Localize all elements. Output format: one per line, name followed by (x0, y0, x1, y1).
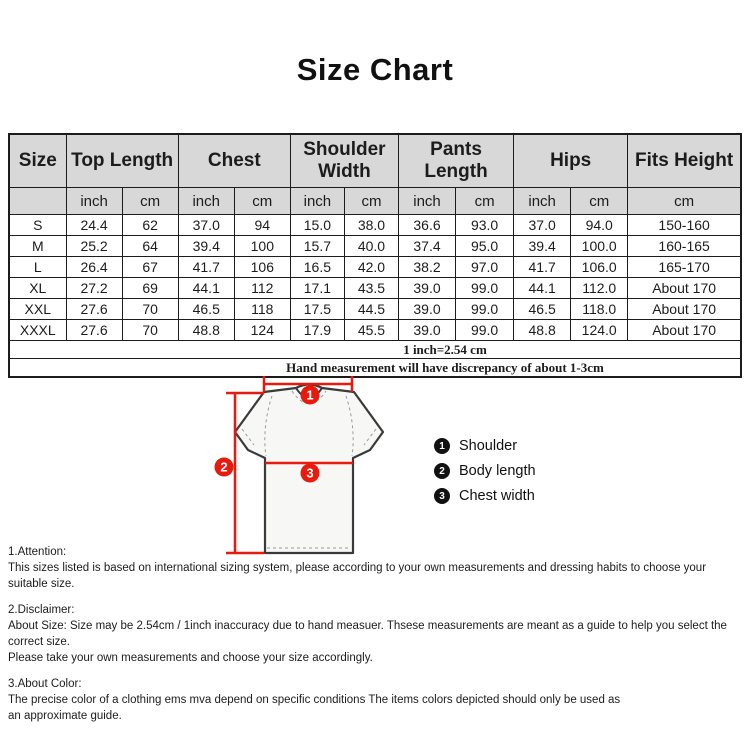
value-cell: 37.0 (514, 215, 571, 236)
size-cell: S (9, 215, 66, 236)
table-row (9, 278, 741, 299)
value-cell: 106.0 (571, 257, 628, 278)
marker-2 (215, 458, 234, 477)
legend-label: Body length (459, 463, 536, 479)
size-cell: M (9, 236, 66, 257)
size-cell: XXXL (9, 320, 66, 341)
note-block (8, 602, 746, 666)
footnote-row (9, 341, 741, 359)
value-cell: 124.0 (571, 320, 628, 341)
value-cell: 44.1 (514, 278, 571, 299)
value-cell: 44.5 (344, 299, 398, 320)
value-cell: 27.2 (66, 278, 122, 299)
value-cell: About 170 (628, 320, 741, 341)
value-cell: 70 (122, 299, 178, 320)
unit-cell: cm (628, 188, 741, 215)
value-cell: 62 (122, 215, 178, 236)
value-cell: 42.0 (344, 257, 398, 278)
value-cell: 15.7 (290, 236, 344, 257)
note-block (8, 544, 746, 592)
table-header-row (9, 134, 741, 188)
value-cell: 99.0 (456, 278, 514, 299)
size-table-body (9, 215, 741, 341)
unit-cell: cm (122, 188, 178, 215)
col-header-top-length: Top Length (66, 134, 178, 188)
value-cell: 100.0 (571, 236, 628, 257)
value-cell: 99.0 (456, 320, 514, 341)
value-cell: 106 (234, 257, 290, 278)
svg-text:2: 2 (220, 459, 228, 475)
col-header-pants-length: Pants Length (398, 134, 513, 188)
value-cell: 26.4 (66, 257, 122, 278)
value-cell: 124 (234, 320, 290, 341)
unit-cell: inch (514, 188, 571, 215)
unit-cell: cm (456, 188, 514, 215)
value-cell: 48.8 (514, 320, 571, 341)
value-cell: 38.2 (398, 257, 455, 278)
diagram-legend (434, 438, 536, 504)
size-table (8, 133, 742, 378)
value-cell: 46.5 (178, 299, 234, 320)
value-cell: 37.4 (398, 236, 455, 257)
value-cell: 25.2 (66, 236, 122, 257)
legend-bullet-2: 2 (434, 463, 450, 479)
col-header-hips: Hips (514, 134, 628, 188)
marker-3 (301, 464, 320, 483)
col-header-chest: Chest (178, 134, 290, 188)
value-cell: 67 (122, 257, 178, 278)
value-cell: 64 (122, 236, 178, 257)
legend-item-chest-width (434, 488, 536, 504)
value-cell: About 170 (628, 299, 741, 320)
value-cell: 93.0 (456, 215, 514, 236)
value-cell: 27.6 (66, 320, 122, 341)
value-cell: 94.0 (571, 215, 628, 236)
value-cell: 16.5 (290, 257, 344, 278)
note-heading: 1.Attention: (8, 546, 67, 558)
value-cell: 112.0 (571, 278, 628, 299)
unit-cell (9, 188, 66, 215)
table-row (9, 320, 741, 341)
value-cell: 39.4 (178, 236, 234, 257)
table-row (9, 257, 741, 278)
value-cell: 45.5 (344, 320, 398, 341)
svg-text:1: 1 (306, 387, 314, 403)
legend-label: Chest width (459, 488, 535, 504)
table-row (9, 299, 741, 320)
table-unit-row (9, 188, 741, 215)
value-cell: 39.4 (514, 236, 571, 257)
value-cell: 36.6 (398, 215, 455, 236)
table-row (9, 215, 741, 236)
note-line: This sizes listed is based on international sizing system, please according to your own measurements and dressing habits to choose your suitable size. (8, 562, 707, 590)
value-cell: 43.5 (344, 278, 398, 299)
value-cell: 95.0 (456, 236, 514, 257)
value-cell: 39.0 (398, 320, 455, 341)
legend-item-shoulder (434, 438, 536, 454)
measurement-diagram (0, 372, 750, 568)
value-cell: 17.9 (290, 320, 344, 341)
value-cell: 97.0 (456, 257, 514, 278)
value-cell: 15.0 (290, 215, 344, 236)
value-cell: 38.0 (344, 215, 398, 236)
marker-1 (301, 386, 320, 405)
note-block (8, 676, 746, 724)
note-heading: 3.About Color: (8, 678, 82, 690)
note-line: About Size: Size may be 2.54cm / 1inch inaccuracy due to hand measuer. Thsese measurements are meant as a guide to help you select the correct size. (8, 620, 727, 648)
note-heading: 2.Disclaimer: (8, 604, 75, 616)
value-cell: 118 (234, 299, 290, 320)
value-cell: 165-170 (628, 257, 741, 278)
unit-cell: cm (344, 188, 398, 215)
note-line: Please take your own measurements and choose your size accordingly. (8, 652, 373, 664)
value-cell: 112 (234, 278, 290, 299)
svg-text:3: 3 (306, 465, 314, 481)
value-cell: 41.7 (178, 257, 234, 278)
col-header-size: Size (9, 134, 66, 188)
col-header-fits-height: Fits Height (628, 134, 741, 188)
size-cell: L (9, 257, 66, 278)
unit-cell: inch (66, 188, 122, 215)
value-cell: 37.0 (178, 215, 234, 236)
value-cell: About 170 (628, 278, 741, 299)
size-cell: XL (9, 278, 66, 299)
legend-item-body-length (434, 463, 536, 479)
value-cell: 100 (234, 236, 290, 257)
value-cell: 40.0 (344, 236, 398, 257)
col-header-shoulder-width: Shoulder Width (290, 134, 398, 188)
page-title: Size Chart (296, 52, 454, 87)
unit-cell: inch (398, 188, 455, 215)
unit-cell: cm (571, 188, 628, 215)
note-line: an approximate guide. (8, 710, 122, 722)
legend-bullet-3: 3 (434, 488, 450, 504)
value-cell: 48.8 (178, 320, 234, 341)
value-cell: 46.5 (514, 299, 571, 320)
notes-section (8, 544, 746, 734)
unit-cell: cm (234, 188, 290, 215)
note-line: The precise color of a clothing ems mva depend on specific conditions The items colors depicted should only be used as (8, 694, 621, 706)
value-cell: 17.1 (290, 278, 344, 299)
value-cell: 41.7 (514, 257, 571, 278)
value-cell: 17.5 (290, 299, 344, 320)
value-cell: 44.1 (178, 278, 234, 299)
value-cell: 39.0 (398, 278, 455, 299)
table-row (9, 236, 741, 257)
footnote-hand-measurement: Hand measurement will have discrepancy of about 1-3cm (9, 359, 741, 378)
unit-cell: inch (290, 188, 344, 215)
size-cell: XXL (9, 299, 66, 320)
legend-bullet-1: 1 (434, 438, 450, 454)
value-cell: 27.6 (66, 299, 122, 320)
value-cell: 99.0 (456, 299, 514, 320)
value-cell: 150-160 (628, 215, 741, 236)
value-cell: 24.4 (66, 215, 122, 236)
value-cell: 118.0 (571, 299, 628, 320)
value-cell: 160-165 (628, 236, 741, 257)
unit-cell: inch (178, 188, 234, 215)
value-cell: 69 (122, 278, 178, 299)
value-cell: 39.0 (398, 299, 455, 320)
legend-label: Shoulder (459, 438, 518, 454)
value-cell: 94 (234, 215, 290, 236)
footnote-inch-conversion: 1 inch=2.54 cm (9, 341, 741, 359)
value-cell: 70 (122, 320, 178, 341)
